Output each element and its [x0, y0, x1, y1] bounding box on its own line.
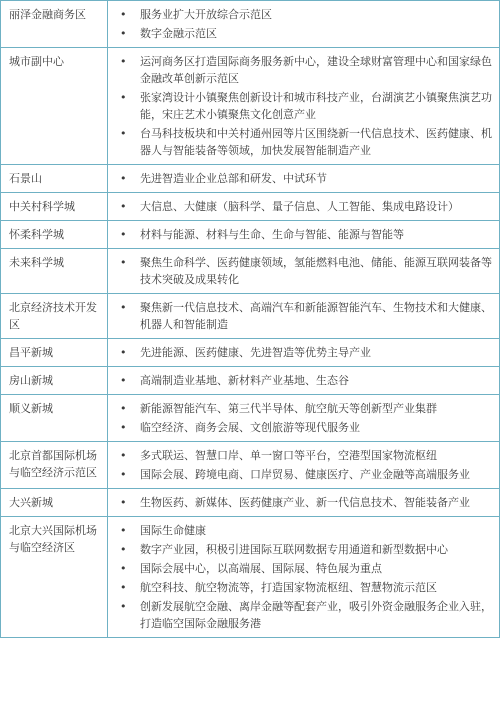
list-item: • 聚焦生命科学、医药健康领域，氢能燃料电池、储能、能源互联网装备等技术突破及成果转化 [120, 254, 493, 288]
list-item: • 数字金融示范区 [120, 25, 493, 42]
zone-name-cell: 石景山 [1, 165, 108, 193]
list-item: • 国际生命健康 [120, 522, 493, 539]
bullet-list [120, 198, 493, 215]
zone-items-cell [108, 339, 500, 367]
bullet-list [120, 447, 493, 483]
bullet-list [120, 522, 493, 632]
table-row [1, 339, 500, 367]
table-row [1, 48, 500, 165]
table-row [1, 489, 500, 517]
zone-items-cell [108, 294, 500, 339]
table-row [1, 193, 500, 221]
bullet-list [120, 299, 493, 333]
zone-items-cell [108, 442, 500, 489]
zone-name-cell: 昌平新城 [1, 339, 108, 367]
zone-name-cell: 大兴新城 [1, 489, 108, 517]
list-item: • 张家湾设计小镇聚焦创新设计和城市科技产业，台湖演艺小镇聚焦演艺功能，宋庄艺术小镇聚焦文化创意产业 [120, 89, 493, 123]
list-item: • 数字产业园，积极引进国际互联网数据专用通道和新型数据中心 [120, 541, 493, 558]
zone-items-cell [108, 395, 500, 442]
list-item: • 多式联运、智慧口岸、单一窗口等平台，空港型国家物流枢纽 [120, 447, 493, 464]
zone-name-cell: 未来科学城 [1, 249, 108, 294]
zone-name-cell: 房山新城 [1, 367, 108, 395]
bullet-list [120, 53, 493, 159]
zone-items-cell [108, 1, 500, 48]
zone-items-cell [108, 48, 500, 165]
table-row [1, 367, 500, 395]
bullet-list [120, 170, 493, 187]
list-item: • 国际会展中心，以高端展、国际展、特色展为重点 [120, 560, 493, 577]
list-item: • 聚焦新一代信息技术、高端汽车和新能源智能汽车、生物技术和大健康、机器人和智能制造 [120, 299, 493, 333]
zone-name-cell: 中关村科学城 [1, 193, 108, 221]
zone-name-cell: 怀柔科学城 [1, 221, 108, 249]
zone-name-cell: 北京经济技术开发区 [1, 294, 108, 339]
bullet-list [120, 344, 493, 361]
table-row [1, 165, 500, 193]
table-row [1, 517, 500, 638]
list-item: • 大信息、大健康（脑科学、量子信息、人工智能、集成电路设计） [120, 198, 493, 215]
zone-items-cell [108, 165, 500, 193]
bullet-list [120, 400, 493, 436]
bullet-list [120, 372, 493, 389]
list-item: • 台马科技板块和中关村通州园等片区围绕新一代信息技术、医药健康、机器人与智能装备等领域，加快发展智能制造产业 [120, 125, 493, 159]
list-item: • 临空经济、商务会展、文创旅游等现代服务业 [120, 419, 493, 436]
zone-items-cell [108, 517, 500, 638]
list-item: • 新能源智能汽车、第三代半导体、航空航天等创新型产业集群 [120, 400, 493, 417]
zone-items-cell [108, 249, 500, 294]
zone-name-cell: 北京大兴国际机场与临空经济区 [1, 517, 108, 638]
zone-name-cell: 顺义新城 [1, 395, 108, 442]
list-item: • 材料与能源、材料与生命、生命与智能、能源与智能等 [120, 226, 493, 243]
bullet-list [120, 254, 493, 288]
bullet-list [120, 6, 493, 42]
list-item: • 服务业扩大开放综合示范区 [120, 6, 493, 23]
table-row [1, 442, 500, 489]
list-item: • 运河商务区打造国际商务服务新中心，建设全球财富管理中心和国家绿色金融改革创新示范区 [120, 53, 493, 87]
bullet-list [120, 226, 493, 243]
zone-name-cell: 城市副中心 [1, 48, 108, 165]
zone-items-cell [108, 489, 500, 517]
list-item: • 先进智造业企业总部和研发、中试环节 [120, 170, 493, 187]
list-item: • 创新发展航空金融、离岸金融等配套产业，吸引外资金融服务企业入驻，打造临空国际金融服务港 [120, 598, 493, 632]
zone-items-cell [108, 193, 500, 221]
list-item: • 高端制造业基地、新材料产业基地、生态谷 [120, 372, 493, 389]
list-item: • 先进能源、医药健康、先进智造等优势主导产业 [120, 344, 493, 361]
zone-table-body [1, 1, 500, 638]
zone-items-cell [108, 367, 500, 395]
table-row [1, 395, 500, 442]
bullet-list [120, 494, 493, 511]
zone-items-cell [108, 221, 500, 249]
list-item: • 国际会展、跨境电商、口岸贸易、健康医疗、产业金融等高端服务业 [120, 466, 493, 483]
zone-name-cell: 丽泽金融商务区 [1, 1, 108, 48]
list-item: • 航空科技、航空物流等，打造国家物流枢纽、智慧物流示范区 [120, 579, 493, 596]
table-row [1, 249, 500, 294]
list-item: • 生物医药、新媒体、医药健康产业、新一代信息技术、智能装备产业 [120, 494, 493, 511]
table-row [1, 221, 500, 249]
table-row [1, 294, 500, 339]
zone-name-cell: 北京首都国际机场与临空经济示范区 [1, 442, 108, 489]
table-row [1, 1, 500, 48]
